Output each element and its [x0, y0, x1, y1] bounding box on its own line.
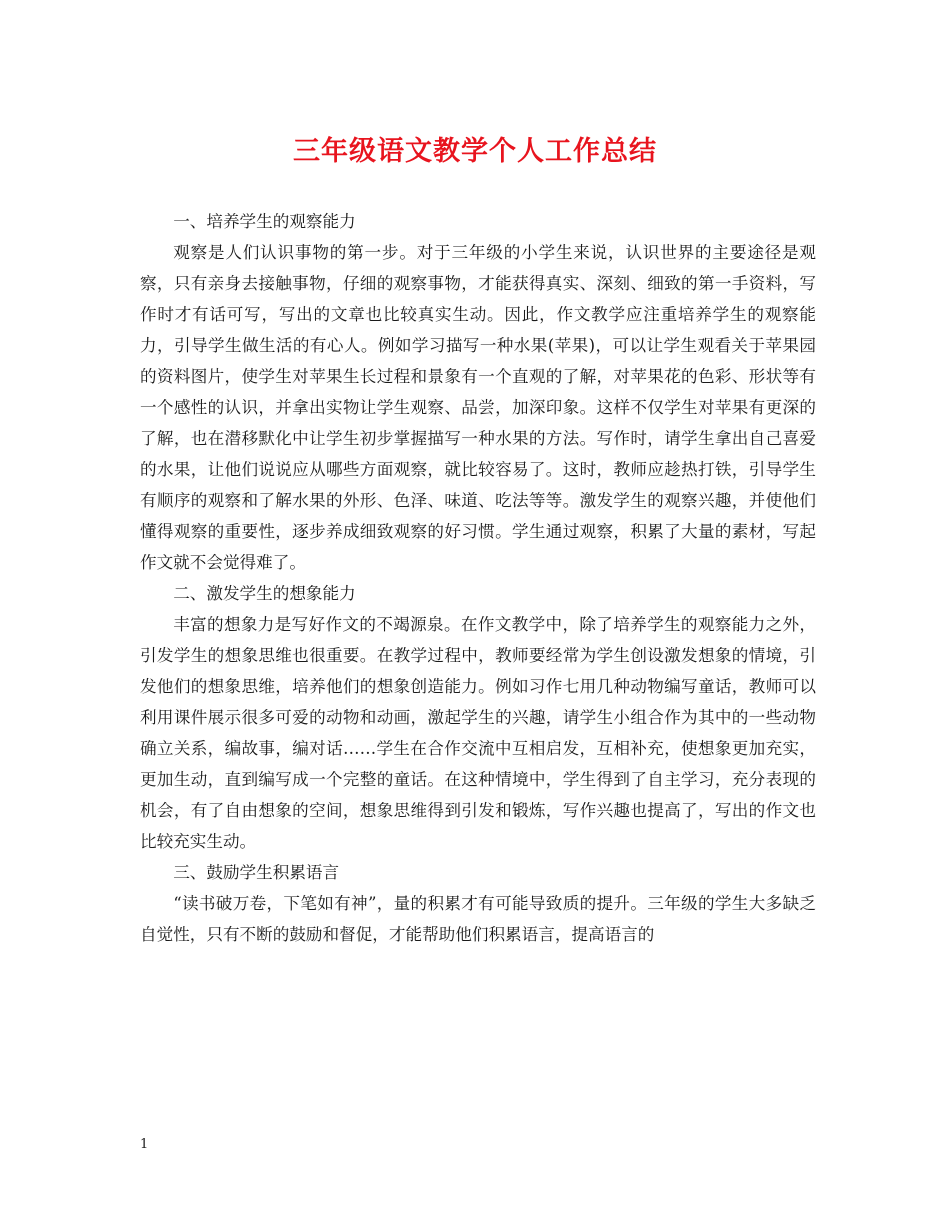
section-paragraph-observation: 观察是人们认识事物的第一步。对于三年级的小学生来说，认识世界的主要途径是观察，只有亲身去接触事物，仔细的观察事物，才能获得真实、深刻、细致的第一手资料，写作时才有话可写，写出的文章也比较真实生动。因此，作文教学应注重培养学生的观察能力，引导学生做生活的有心人。例如学习描写一种水果(苹果)，可以让学生观看关于苹果园的资料图片，使学生对苹果生长过程和景象有一个直观的了解，对苹果花的色彩、形状等有一个感性的认识，并拿出实物让学生观察、品尝，加深印象。这样不仅学生对苹果有更深的了解，也在潜移默化中让学生初步掌握描写一种水果的方法。写作时，请学生拿出自己喜爱的水果，让他们说说应从哪些方面观察，就比较容易了。这时，教师应趁热打铁，引导学生有顺序的观察和了解水果的外形、色泽、味道、吃法等等。激发学生的观察兴趣，并使他们懂得观察的重要性，逐步养成细致观察的好习惯。学生通过观察，积累了大量的素材，写起作文就不会觉得难了。	[140, 243, 816, 572]
section-paragraph-language: “读书破万卷，下笔如有神”，量的积累才有可能导致质的提升。三年级的学生大多缺乏自觉性，只有不断的鼓励和督促，才能帮助他们积累语言，提高语言的	[140, 894, 816, 944]
page-title: 三年级语文教学个人工作总结	[293, 136, 657, 167]
section-heading-imagination: 二、激发学生的想象能力	[173, 584, 356, 603]
section-paragraph-imagination: 丰富的想象力是写好作文的不竭源泉。在作文教学中，除了培养学生的观察能力之外，引发学生的想象思维也很重要。在教学过程中，教师要经常为学生创设激发想象的情境，引发他们的想象思维，培养他们的想象创造能力。例如习作七用几种动物编写童话，教师可以利用课件展示很多可爱的动物和动画，激起学生的兴趣，请学生小组合作为其中的一些动物确立关系，编故事，编对话……学生在合作交流中互相启发，互相补充，使想象更加充实，更加生动，直到编写成一个完整的童话。在这种情境中，学生得到了自主学习，充分表现的机会，有了自由想象的空间，想象思维得到引发和锻炼，写作兴趣也提高了，写出的作文也比较充实生动。	[140, 615, 816, 851]
section-heading-observation: 一、培养学生的观察能力	[173, 212, 356, 231]
page-number: 1	[140, 1137, 149, 1152]
section-heading-language: 三、鼓励学生积累语言	[173, 863, 340, 882]
document-body	[140, 206, 816, 950]
